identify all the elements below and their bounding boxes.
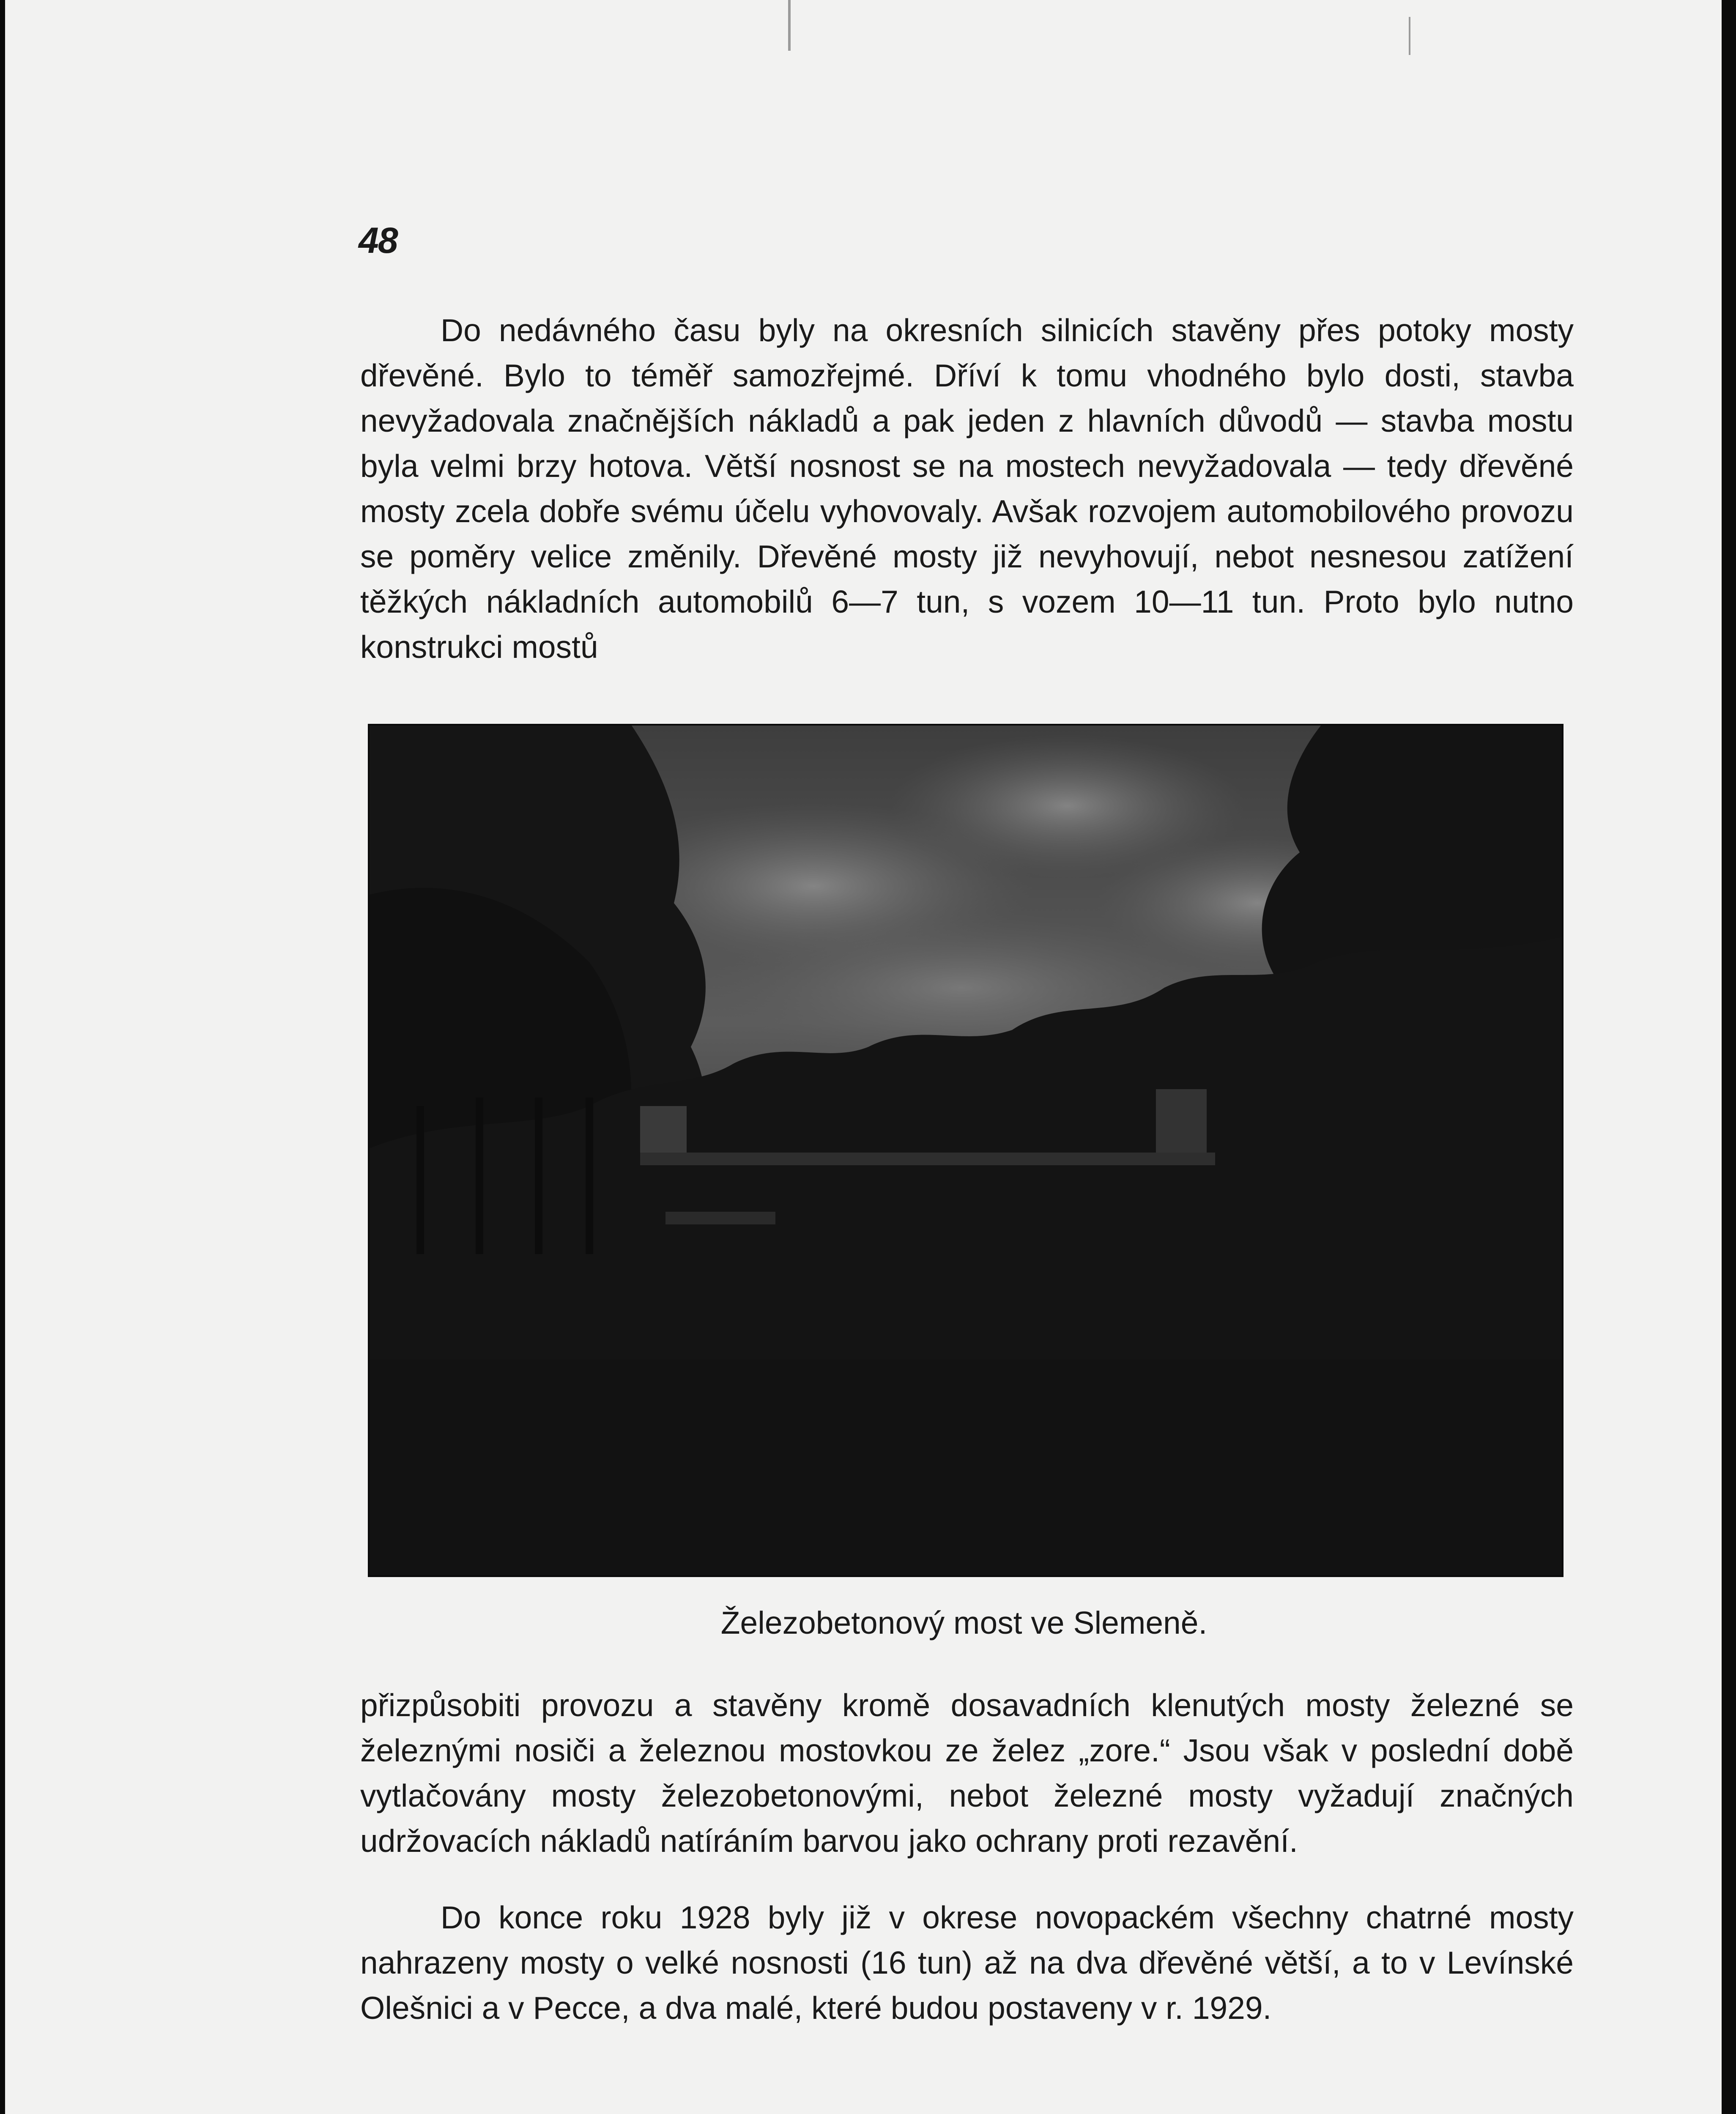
page-number: 48 bbox=[359, 220, 397, 261]
scan-artifact bbox=[788, 0, 791, 51]
paragraph-text: Do nedávného času byly na okresních silnicích stavěny přes potoky mosty dřevěné. Bylo to téměř samozřejmé. Dříví k tomu vhodného bylo dosti, stavba nevyžadovala značnějších nákladů a pak jeden z hlavních důvodů — stavba mostu byla velmi brzy hotova. Větší nosnost se na mostech nevyžadovala — tedy dřevěné mosty zcela dobře svému účelu vyhovovaly. Avšak rozvojem automobilového provozu se poměry velice změnily. Dřevěné mosty již nevyhovují, nebot nesnesou zatížení těžkých nákladních automobilů 6—7 tun, s vozem 10—11 tun. Proto bylo nutno konstrukci mostů bbox=[360, 312, 1574, 665]
figure-caption: Železobetonový most ve Slemeně. bbox=[720, 1605, 1208, 1640]
bridge-photo-image bbox=[370, 726, 1562, 1575]
document-page bbox=[5, 0, 1722, 2114]
scan-artifact bbox=[1409, 17, 1410, 55]
paragraph-intro bbox=[360, 308, 1574, 670]
paragraph-text: Do konce roku 1928 byly již v okrese novopackém všechny chatrné mosty nahrazeny mosty o velké nosnosti (16 tun) až na dva dřevěné větší, a to v Levínské Olešnici a v Pecce, a dva malé, které budou postaveny v r. 1929. bbox=[360, 1900, 1574, 2026]
bridge-photograph bbox=[368, 724, 1563, 1577]
paragraph-closing bbox=[360, 1895, 1574, 2031]
paragraph-text: přizpůsobiti provozu a stavěny kromě dosavadních klenutých mosty železné se železnými nosiči a železnou mostovkou ze želez „zore.“ Jsou však v poslední době vytlačovány mosty železobetonovými, nebot železné mosty vyžadují značných udržovacích nákladů natíráním barvou jako ochrany proti rezavění. bbox=[360, 1687, 1574, 1859]
paragraph-continuation bbox=[360, 1683, 1574, 1864]
